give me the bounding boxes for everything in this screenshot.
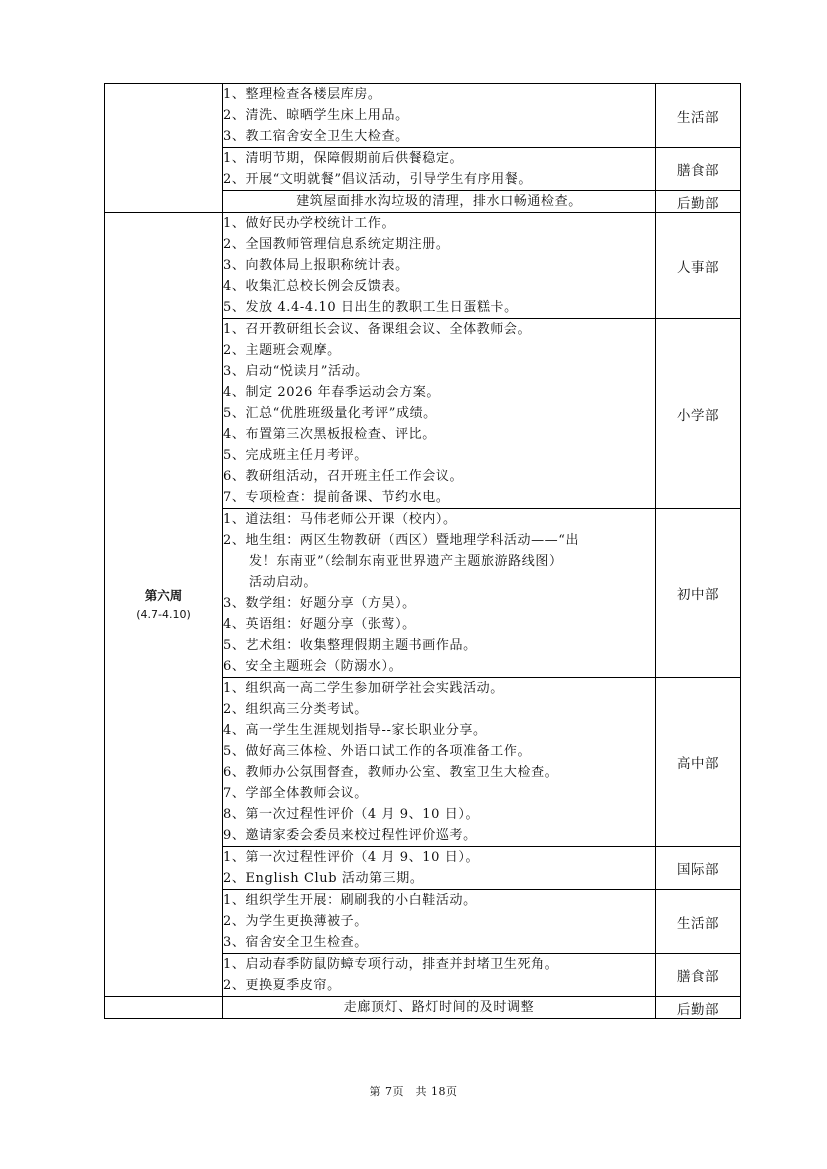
task-line: 3、教工宿舍安全卫生大检查。 [223,129,409,144]
task-line: 4、制定 2026 年春季运动会方案。 [223,385,441,400]
task-cell [223,84,656,148]
task-line: 2、English Club 活动第三期。 [223,871,424,886]
week-cell-empty [105,84,223,213]
task-line: 4、收集汇总校长例会反馈表。 [223,279,409,294]
department-cell: 小学部 [656,319,741,509]
task-line: 2、清洗、晾晒学生床上用品。 [223,108,409,123]
task-line: 2、更换夏季皮帘。 [223,978,341,993]
task-line: 1、第一次过程性评价（4 月 9、10 日）。 [223,850,480,865]
task-line: 1、做好民办学校统计工作。 [223,216,396,231]
task-line: 5、做好高三体检、外语口试工作的各项准备工作。 [223,744,532,759]
task-line: 建筑屋面排水沟垃圾的清理，排水口畅通检查。 [296,194,582,209]
task-line: 4、布置第三次黑板报检查、评比。 [223,427,436,442]
department-cell: 后勤部 [656,997,741,1019]
task-cell [223,319,656,509]
task-line: 3、数学组：好题分享（方昊）。 [223,596,416,611]
task-line: 7、专项检查：提前备课、节约水电。 [223,490,450,505]
task-line: 6、安全主题班会（防溺水）。 [223,659,403,674]
task-cell [223,509,656,678]
task-line: 5、完成班主任月考评。 [223,448,368,463]
task-line: 1、道法组：马伟老师公开课（校内）。 [223,512,457,527]
week-cell-empty [105,997,223,1019]
task-line: 活动启动。 [249,575,318,590]
task-line: 1、组织学生开展：刷刷我的小白鞋活动。 [223,893,477,908]
task-line: 9、邀请家委会委员来校过程性评价巡考。 [223,828,477,843]
task-line: 3、向教体局上报职称统计表。 [223,258,409,273]
task-line: 8、第一次过程性评价（4 月 9、10 日）。 [223,807,480,822]
task-line: 6、教师办公氛围督查，教师办公室、教室卫生大检查。 [223,765,559,780]
task-line: 2、地生组：两区生物教研（西区）暨地理学科活动——“出 [223,533,580,548]
task-line: 1、整理检查各楼层库房。 [223,87,382,102]
task-cell [223,213,656,319]
task-cell [223,997,656,1019]
department-cell: 膳食部 [656,148,741,191]
task-line: 2、全国教师管理信息系统定期注册。 [223,237,450,252]
task-line: 2、为学生更换薄被子。 [223,914,368,929]
task-line: 3、宿舍安全卫生检查。 [223,935,368,950]
task-line: 2、开展“文明就餐”倡议活动，引导学生有序用餐。 [223,172,532,187]
work-plan-table [104,83,741,1019]
task-line: 5、艺术组：收集整理假期主题书画作品。 [223,638,477,653]
task-cell [223,847,656,890]
department-cell: 高中部 [656,678,741,847]
task-line: 1、召开教研组长会议、备课组会议、全体教师会。 [223,322,532,337]
week-cell [105,213,223,997]
department-cell: 国际部 [656,847,741,890]
week-dates: (4.7-4.10) [136,607,191,621]
task-line: 4、英语组：好题分享（张莺）。 [223,617,416,632]
task-cell [223,890,656,954]
task-line: 6、教研组活动，召开班主任工作会议。 [223,469,464,484]
task-line: 4、高一学生生涯规划指导--家长职业分享。 [223,723,487,738]
task-line: 7、学部全体教师会议。 [223,786,368,801]
task-line: 1、清明节期，保障假期前后供餐稳定。 [223,151,464,166]
task-cell [223,954,656,997]
task-line: 3、启动“悦读月”活动。 [223,364,369,379]
task-line: 1、组织高一高二学生参加研学社会实践活动。 [223,681,504,696]
task-line: 5、发放 4.4-4.10 日出生的教职工生日蛋糕卡。 [223,300,518,315]
week-name: 第六周 [144,587,183,603]
task-cell [223,678,656,847]
department-cell: 人事部 [656,213,741,319]
table-row [105,84,741,148]
task-cell [223,191,656,213]
task-line: 2、主题班会观摩。 [223,343,341,358]
task-line: 2、组织高三分类考试。 [223,702,368,717]
department-cell: 膳食部 [656,954,741,997]
task-line: 走廊顶灯、路灯时间的及时调整 [343,1000,535,1015]
department-cell: 生活部 [656,890,741,954]
department-cell: 后勤部 [656,191,741,213]
department-cell: 生活部 [656,84,741,148]
page-footer: 第 7页 共 18页 [369,1085,458,1098]
department-cell: 初中部 [656,509,741,678]
task-cell [223,148,656,191]
table-row [105,213,741,319]
task-line: 5、汇总“优胜班级量化考评”成绩。 [223,406,437,421]
task-line: 1、启动春季防鼠防蟑专项行动，排查并封堵卫生死角。 [223,957,559,972]
table-row [105,997,741,1019]
task-line: 发！东南亚”（绘制东南亚世界遗产主题旅游路线图） [249,554,563,569]
